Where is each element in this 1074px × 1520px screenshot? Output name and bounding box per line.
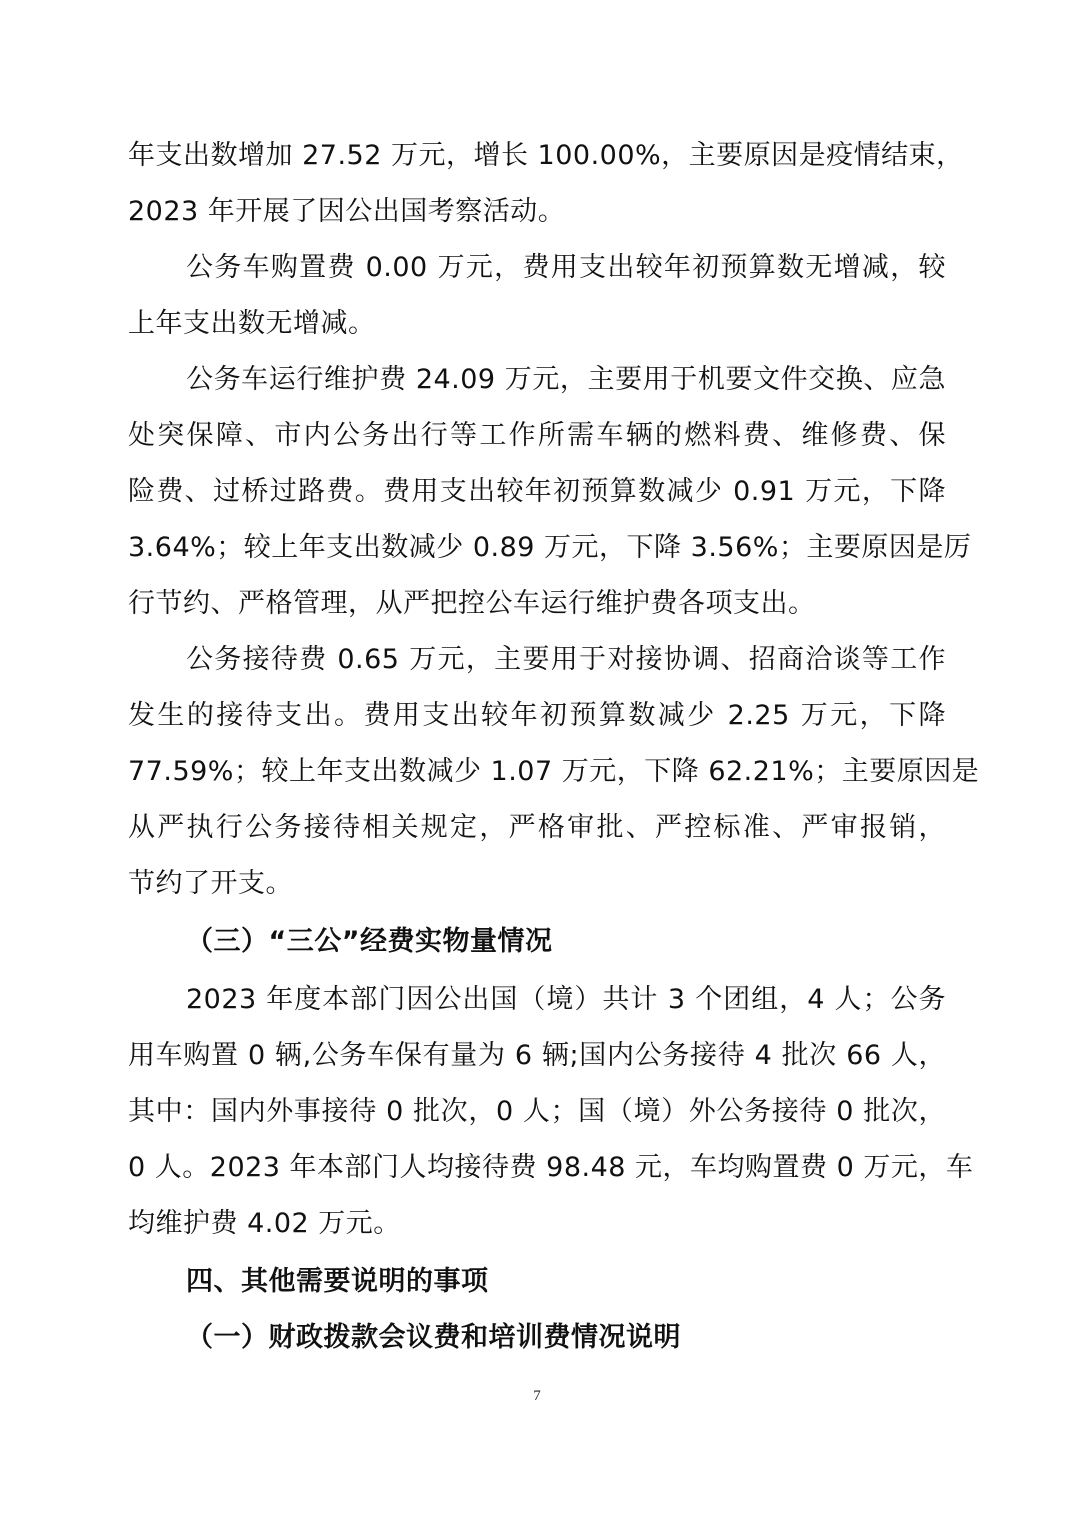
paragraph-line: 上年支出数无增减。 [128,308,376,339]
paragraph-line: 行节约、严格管理，从严把控公车运行维护费各项支出。 [128,588,816,619]
paragraph-line: 节约了开支。 [128,868,293,899]
paragraph-line: 处突保障、市内公务出行等工作所需车辆的燃料费、维修费、保 [128,420,946,451]
paragraph-line: 均维护费 4.02 万元。 [128,1208,401,1239]
paragraph-line: 其中：国内外事接待 0 批次，0 人；国（境）外公务接待 0 批次， [128,1096,946,1127]
paragraph-line: 公务车购置费 0.00 万元，费用支出较年初预算数无增减，较 [186,252,946,283]
paragraph-line: 用车购置 0 辆,公务车保有量为 6 辆;国内公务接待 4 批次 66 人， [128,1040,946,1071]
section-heading: （三）“三公”经费实物量情况 [186,926,553,957]
paragraph-line: 公务车运行维护费 24.09 万元，主要用于机要文件交换、应急 [186,364,946,395]
paragraph-line: 2023 年开展了因公出国考察活动。 [128,196,566,227]
paragraph-line: 年支出数增加 27.52 万元，增长 100.00%，主要原因是疫情结束， [128,140,964,171]
paragraph-line: 0 人。2023 年本部门人均接待费 98.48 元，车均购置费 0 万元，车 [128,1152,974,1183]
paragraph-line: 发生的接待支出。费用支出较年初预算数减少 2.25 万元，下降 [128,700,946,731]
paragraph-line: 77.59%；较上年支出数减少 1.07 万元，下降 62.21%；主要原因是 [128,756,980,787]
paragraph-line: 从严执行公务接待相关规定，严格审批、严控标准、严审报销， [128,812,946,843]
paragraph-line: 险费、过桥过路费。费用支出较年初预算数减少 0.91 万元，下降 [128,476,946,507]
paragraph-line: 2023 年度本部门因公出国（境）共计 3 个团组，4 人；公务 [186,984,946,1015]
paragraph-line: 公务接待费 0.65 万元，主要用于对接协调、招商洽谈等工作 [186,644,946,675]
section-heading: 四、其他需要说明的事项 [186,1266,489,1297]
paragraph-line: 3.64%；较上年支出数减少 0.89 万元，下降 3.56%；主要原因是厉 [128,532,972,563]
subsection-heading: （一）财政拨款会议费和培训费情况说明 [186,1322,681,1353]
page-number: 7 [533,1388,541,1404]
